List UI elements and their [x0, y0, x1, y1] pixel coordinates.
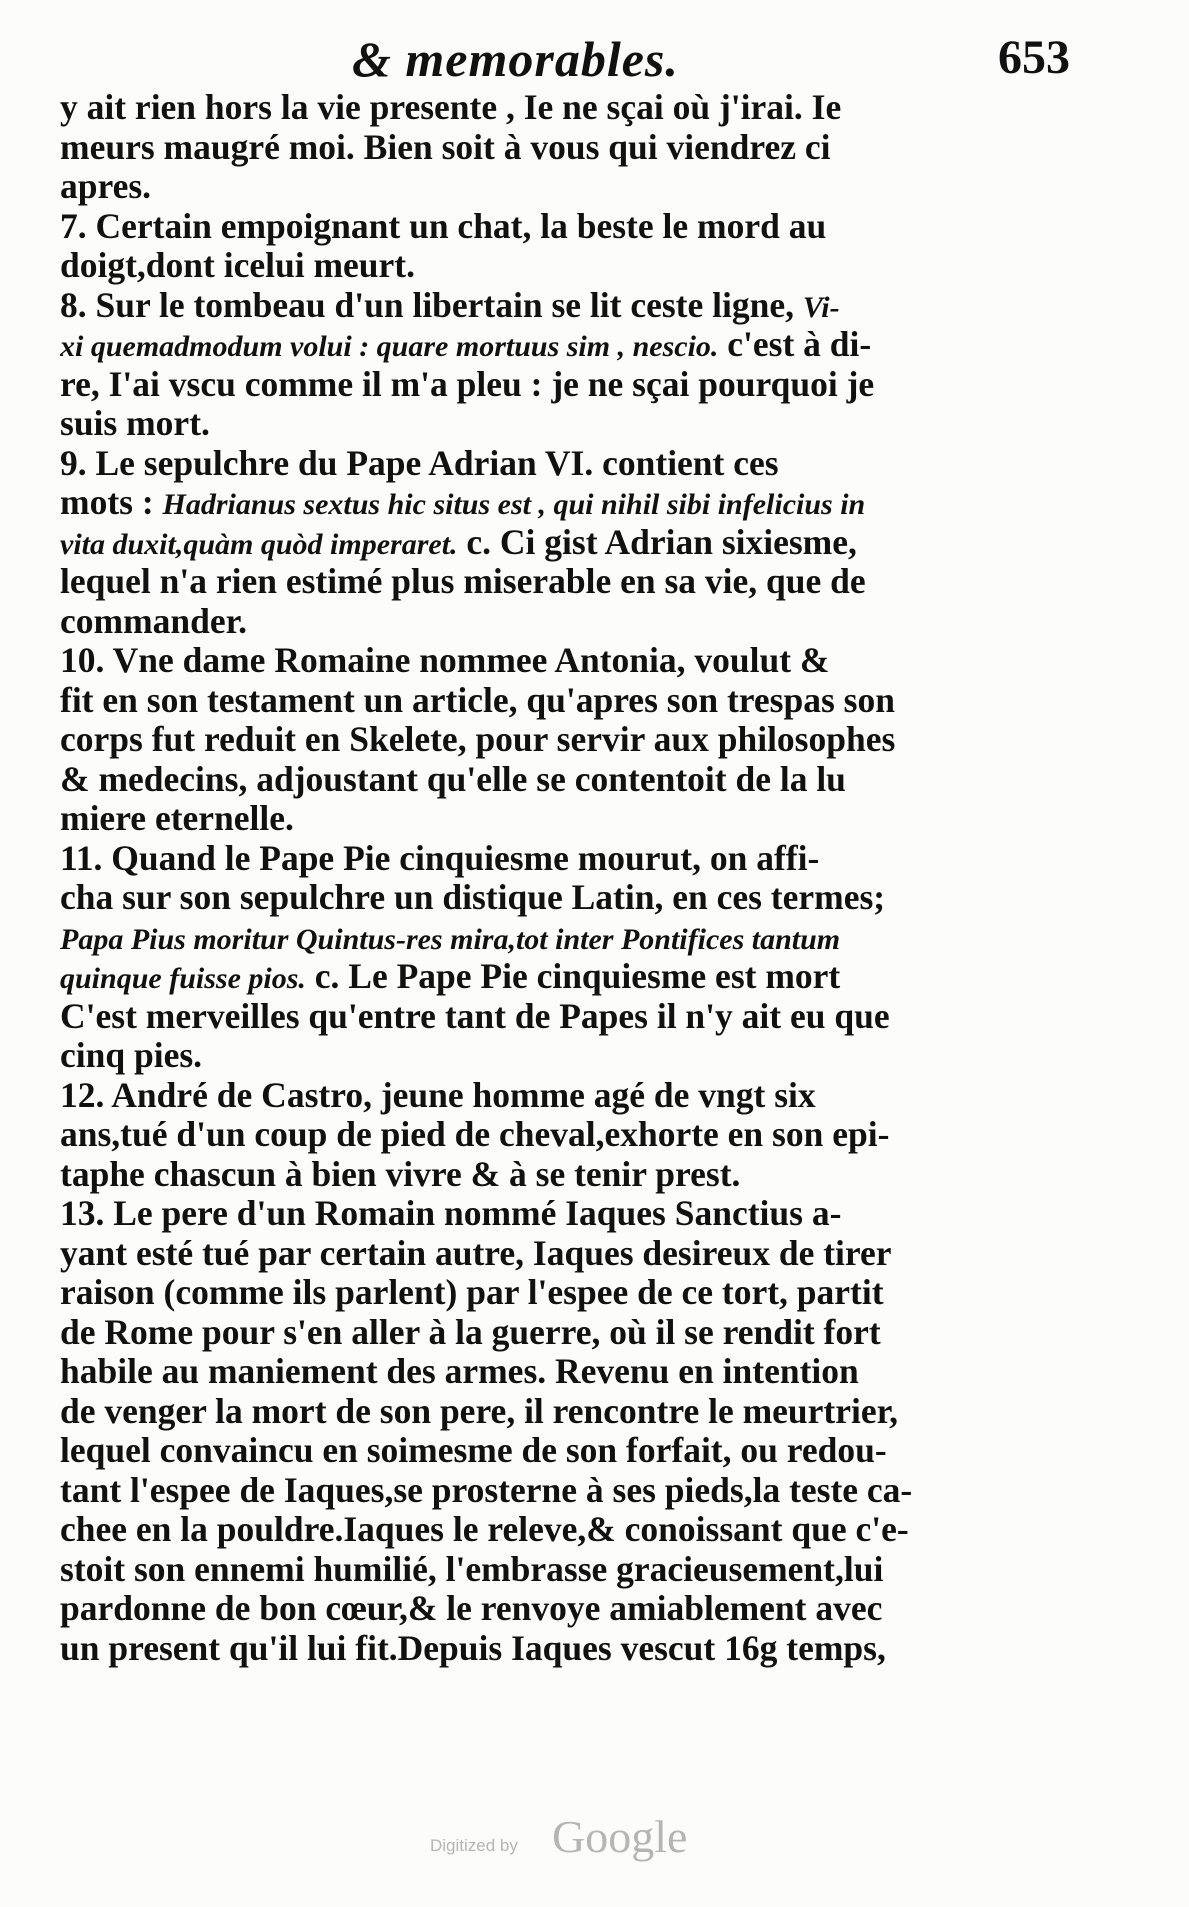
body-text: [60, 88, 930, 1668]
line-text: suis mort.: [60, 404, 210, 443]
text-line: [60, 444, 930, 484]
line-text: 13. Le pere d'un Romain nommé Iaques Sanctius a-: [60, 1194, 842, 1233]
line-text: 8. Sur le tombeau d'un libertain se lit ceste ligne,: [60, 285, 803, 325]
text-line: [60, 167, 930, 207]
text-line: [60, 1589, 930, 1629]
text-line: [60, 641, 930, 681]
line-text: re, I'ai vscu comme il m'a pleu : je ne sçai pourquoi je: [60, 364, 875, 404]
page-number: 653: [998, 31, 1070, 84]
line-text: c'est à di-: [718, 325, 872, 364]
text-line: [60, 1273, 930, 1313]
line-text: c. Ci gist Adrian sixiesme,: [457, 522, 857, 562]
line-text: lequel convaincu en soimesme de son forfait, ou redou-: [60, 1431, 887, 1470]
text-line: [60, 1234, 930, 1274]
text-line: [60, 1313, 930, 1353]
latin-quote: vita duxit,quàm quòd imperaret.: [60, 527, 458, 561]
text-line: [60, 957, 930, 997]
text-line: [60, 88, 930, 128]
line-text: 11. Quand le Pape Pie cinquiesme mourut, on affi-: [60, 838, 820, 878]
line-text: pardonne de bon cœur,& le renvoye amiablement avec: [60, 1589, 883, 1628]
line-text: cinq pies.: [60, 1036, 203, 1075]
text-line: [60, 1392, 930, 1432]
line-text: lequel n'a rien estimé plus miserable en sa vie, que de: [60, 562, 866, 601]
line-text: apres.: [60, 167, 152, 206]
digitization-watermark: [430, 1810, 760, 1870]
text-line: [60, 1629, 930, 1669]
line-text: de Rome pour s'en aller à la guerre, où il se rendit fort: [60, 1312, 881, 1352]
line-text: & medecins, adjoustant qu'elle se contentoit de la lu: [60, 759, 846, 799]
line-text: ans,tué d'un coup de pied de cheval,exhorte en son epi-: [60, 1115, 890, 1154]
text-line: [60, 562, 930, 602]
text-line: [60, 483, 930, 523]
line-text: yant esté tué par certain autre, Iaques desireux de tirer: [60, 1233, 892, 1273]
line-text: chee en la pouldre.Iaques le releve,& conoissant que c'e-: [60, 1510, 909, 1549]
text-line: [60, 286, 930, 326]
text-line: [60, 602, 930, 642]
text-line: [60, 1550, 930, 1590]
line-text: raison (comme ils parlent) par l'espee de ce tort, partit: [60, 1273, 884, 1312]
line-text: y ait rien hors la vie presente , Ie ne sçai où j'irai. Ie: [60, 88, 842, 127]
line-text: 7. Certain empoignant un chat, la beste le mord au: [60, 206, 827, 246]
line-text: un present qu'il lui fit.Depuis Iaques vescut 16g temps,: [60, 1628, 886, 1668]
text-line: [60, 1076, 930, 1116]
text-line: [60, 681, 930, 721]
latin-quote: Hadrianus sextus hic situs est , qui nihil sibi infelicius in: [162, 488, 866, 521]
line-text: c. Le Pape Pie cinquiesme est mort: [305, 957, 841, 996]
line-text: de venger la mort de son pere, il rencontre le meurtrier,: [60, 1391, 898, 1431]
text-line: [60, 1115, 930, 1155]
latin-quote: Vi-: [802, 290, 840, 324]
text-line: [60, 1471, 930, 1511]
text-line: [60, 799, 930, 839]
text-line: [60, 207, 930, 247]
line-text: doigt,dont icelui meurt.: [60, 246, 415, 285]
latin-quote: xi quemadmodum volui : quare mortuus sim , nescio.: [60, 330, 719, 363]
text-line: [60, 720, 930, 760]
line-text: stoit son ennemi humilié, l'embrasse gracieusement,lui: [60, 1549, 884, 1589]
google-logo-text: Google: [552, 1811, 688, 1862]
line-text: C'est merveilles qu'entre tant de Papes il n'y ait eu que: [60, 996, 890, 1036]
text-line: [60, 878, 930, 918]
line-text: mots :: [60, 483, 163, 522]
text-line: [60, 523, 930, 563]
text-line: [60, 997, 930, 1037]
line-text: taphe chascun à bien vivre & à se tenir prest.: [60, 1154, 741, 1194]
line-text: miere eternelle.: [60, 799, 294, 838]
line-text: commander.: [60, 601, 248, 641]
line-text: 9. Le sepulchre du Pape Adrian VI. contient ces: [60, 443, 779, 483]
digitized-by-label: Digitized by: [430, 1836, 518, 1855]
line-text: habile au maniement des armes. Revenu en intention: [60, 1352, 859, 1391]
line-text: tant l'espee de Iaques,se prosterne à ses pieds,la teste ca-: [60, 1470, 913, 1510]
latin-quote: Papa Pius moritur Quintus-res mira,tot inter Pontifices tantum: [60, 922, 841, 956]
text-line: [60, 1431, 930, 1471]
text-line: [60, 404, 930, 444]
running-head: & memorables.: [352, 31, 679, 87]
text-line: [60, 246, 930, 286]
line-text: 10. Vne dame Romaine nommee Antonia, voulut &: [60, 641, 830, 680]
text-line: [60, 1194, 930, 1234]
text-line: [60, 1510, 930, 1550]
text-line: [60, 1155, 930, 1195]
page-header: [60, 22, 1120, 92]
text-line: [60, 1352, 930, 1392]
line-text: fit en son testament un article, qu'apres son trespas son: [60, 680, 895, 720]
line-text: corps fut reduit en Skelete, pour servir aux philosophes: [60, 720, 896, 759]
line-text: cha sur son sepulchre un distique Latin, en ces termes;: [60, 878, 886, 917]
text-line: [60, 760, 930, 800]
text-line: [60, 365, 930, 405]
text-line: [60, 1036, 930, 1076]
text-line: [60, 128, 930, 168]
text-line: [60, 325, 930, 365]
latin-quote: quinque fuisse pios.: [60, 962, 306, 995]
text-line: [60, 918, 930, 958]
text-line: [60, 839, 930, 879]
line-text: meurs maugré moi. Bien soit à vous qui viendrez ci: [60, 127, 831, 167]
line-text: 12. André de Castro, jeune homme agé de vngt six: [60, 1075, 816, 1115]
